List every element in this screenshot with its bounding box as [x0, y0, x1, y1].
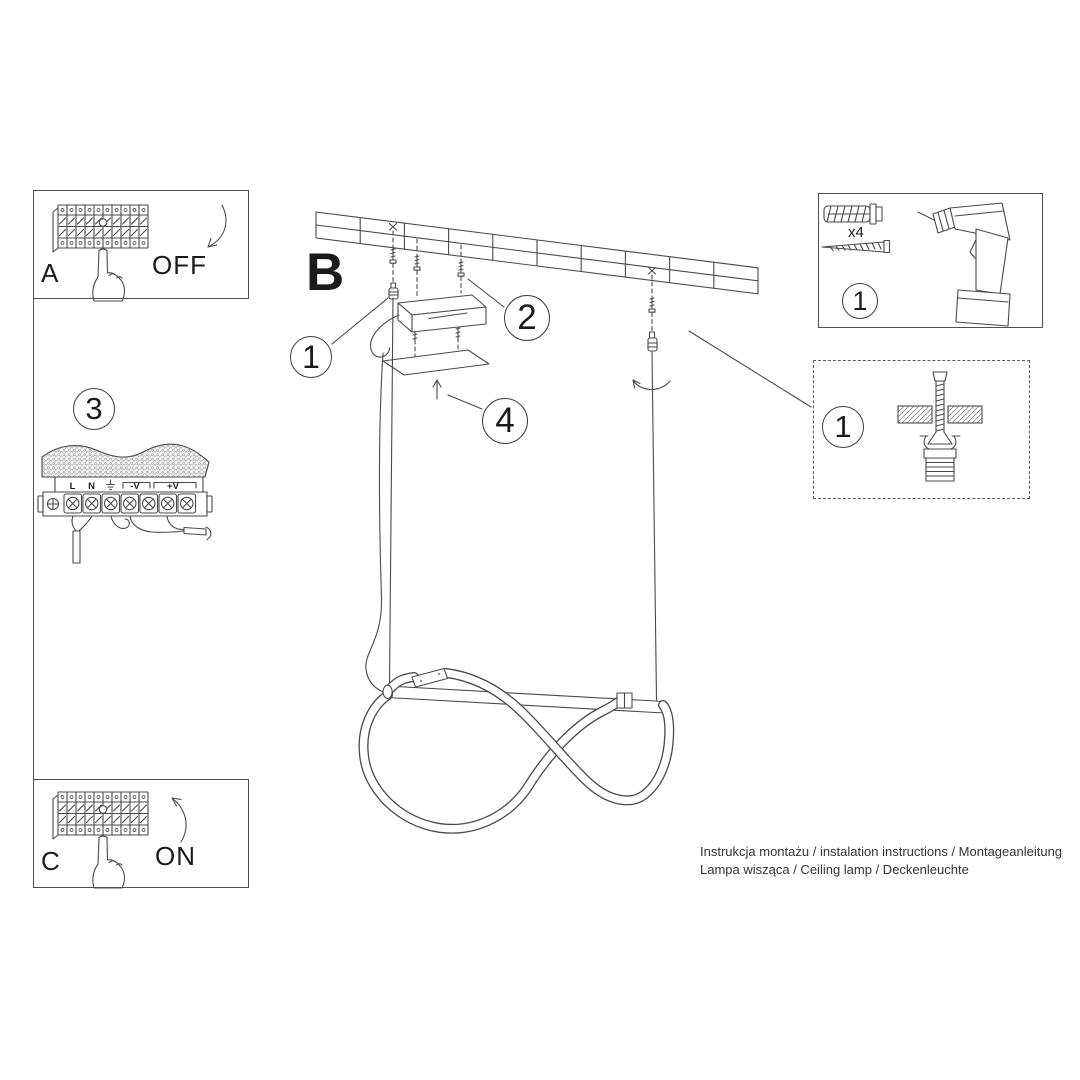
canopy-box — [398, 295, 486, 332]
lamp — [364, 669, 670, 829]
footer-line-1: Instrukcja montażu / instalation instructions / Montageanleitung — [700, 844, 1063, 859]
left-column-divider — [33, 299, 34, 779]
footer-text — [700, 843, 1062, 878]
breaker-off-label: OFF — [152, 250, 207, 280]
terminal-label-live: L — [69, 481, 76, 492]
mount-hardware-left — [389, 231, 398, 299]
panel-step-a-frame — [33, 190, 249, 299]
callout-cover-plate: 4 — [482, 398, 528, 444]
terminal-label-minus-v: -V — [130, 481, 140, 492]
canopy-cover-plate — [383, 350, 489, 375]
terminal-label-plus-v: +V — [167, 481, 179, 492]
step-a-label: A — [41, 258, 59, 288]
step-b-label: B — [306, 243, 345, 302]
callout-suspension-wire: 1 — [290, 336, 332, 378]
callout-leader-lines — [332, 279, 811, 409]
anchor-count-label: x4 — [848, 224, 864, 241]
terminal-label-neutral: N — [88, 481, 95, 492]
ceiling-grid — [316, 212, 758, 294]
power-cable — [366, 315, 399, 693]
push-up-arrow — [433, 380, 441, 399]
callout-wiring-step: 3 — [73, 388, 115, 430]
mount-hardware-right — [633, 275, 670, 390]
power-supply-wiring — [38, 444, 212, 563]
step-c-label: C — [41, 846, 60, 876]
callout-mounting-screws: 2 — [504, 295, 550, 341]
callout-tools: 1 — [842, 283, 878, 319]
callout-anchor-detail: 1 — [822, 406, 864, 448]
breaker-on-label: ON — [155, 841, 196, 871]
panel-step-c-frame — [33, 779, 249, 888]
footer-line-2: Lampa wisząca / Ceiling lamp / Deckenleuchte — [700, 861, 969, 877]
